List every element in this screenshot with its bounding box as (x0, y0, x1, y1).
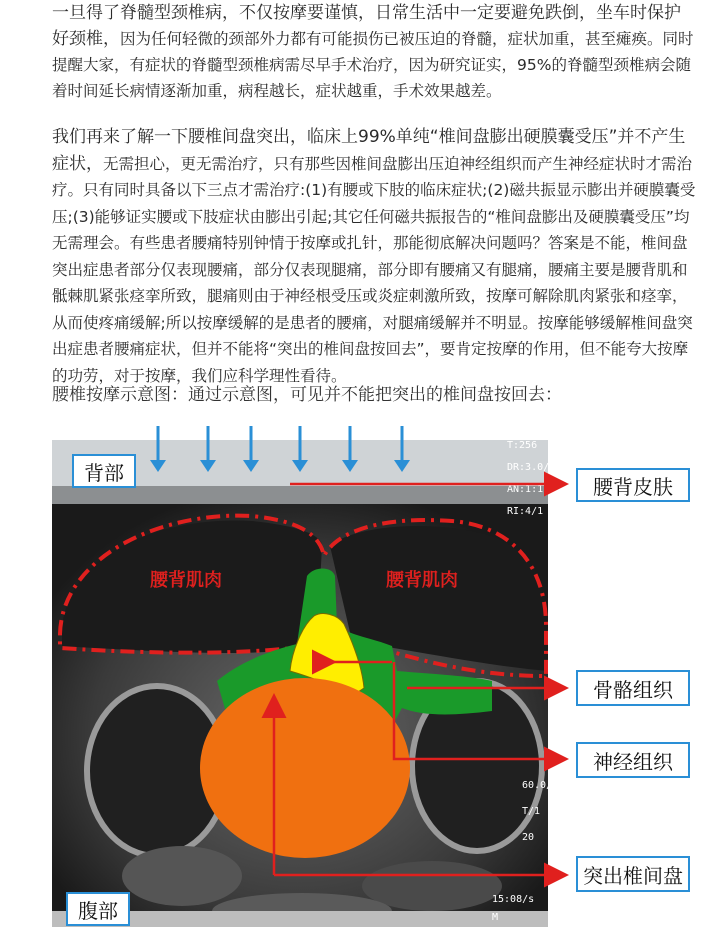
back-label: 背部 (72, 454, 136, 488)
paragraph-2-body: 无需担心，更无需治疗，只有那些因椎间盘膨出压迫神经组织而产生神经症状时才需治疗。只有同时具备以下三点才需治疗:(1)有腰或下肢的临床症状;(2)磁共振显示膨出并硬膜囊受压;(3)能够证实腰或下肢症状由膨出引起;其它任何磁共振报告的“椎间盘膨出及硬膜囊受压”均无需理会。有些患者腰痛特别钟情于按摩或扎针，那能彻底解决问题吗？答案是不能，椎间盘突出症患者部分仅表现腰痛，部分仅表现腿痛，部分即有腰痛又有腿痛，腰痛主要是腰背肌和骶棘肌紧张痉挛所致，腿痛则由于神经根受压或炎症刺激所致，按摩可解除肌肉紧张和痉挛，从而使疼痛缓解;所以按摩缓解的是患者的腰痛，对腿痛缓解并不明显。按摩能够缓解椎间盘突出症患者腰痛症状，但并不能将“突出的椎间盘按回去”，要肯定按摩的作用，但不能夸大按摩的功劳，对于按摩，我们应科学理性看待。 (52, 154, 696, 385)
scan-text-4: RI:4/1 (507, 506, 544, 517)
callout-nerve: 神经组织 (576, 742, 690, 778)
scan-text-5: 60.0/06 (522, 780, 565, 791)
figure-caption: 腰椎按摩示意图：通过示意图，可见并不能把突出的椎间盘按回去： (52, 385, 562, 405)
abdomen-label: 腹部 (66, 892, 130, 926)
scan-text-7: 20 (522, 832, 535, 843)
article-paragraph-1 (52, 0, 696, 104)
lumbar-mri-diagram (52, 426, 696, 927)
scan-text-9: M (492, 912, 499, 923)
callout-disc: 突出椎间盘 (576, 856, 690, 892)
scan-text-1: T:256 (507, 440, 538, 451)
scan-text-8: 15:08/s (492, 894, 535, 905)
scan-text-2: DR:3.0/6 (507, 462, 556, 473)
scan-text-6: T/1 (522, 806, 541, 817)
article-paragraph-2 (52, 124, 696, 389)
right-muscle-label: 腰背肌肉 (386, 570, 458, 591)
paragraph-2-lead: 我们再来了解一下腰椎间盘突出，临床上99%单纯“椎间盘膨出硬膜囊受压”并不产生症状， (52, 127, 686, 174)
callout-bone: 骨骼组织 (576, 670, 690, 706)
paragraph-1-lead: 一旦得了脊髓型颈椎病，不仅按摩要谨慎，日常生活中一定要避免跌倒，坐车时保护好颈椎， (52, 3, 681, 49)
scan-text-3: AN:1:1 (507, 484, 544, 495)
callout-skin: 腰背皮肤 (576, 468, 690, 502)
herniated-disc (200, 678, 410, 858)
left-muscle-label: 腰背肌肉 (150, 570, 222, 591)
paragraph-1-body: 因为任何轻微的颈部外力都有可能损伤已被压迫的脊髓，症状加重，甚至瘫痪。同时提醒大家，有症状的脊髓型颈椎病需尽早手术治疗，因为研究证实，95%的脊髓型颈椎病会随着时间延长病情逐渐加重，病程越长，症状越重，手术效果越差。 (52, 30, 694, 100)
